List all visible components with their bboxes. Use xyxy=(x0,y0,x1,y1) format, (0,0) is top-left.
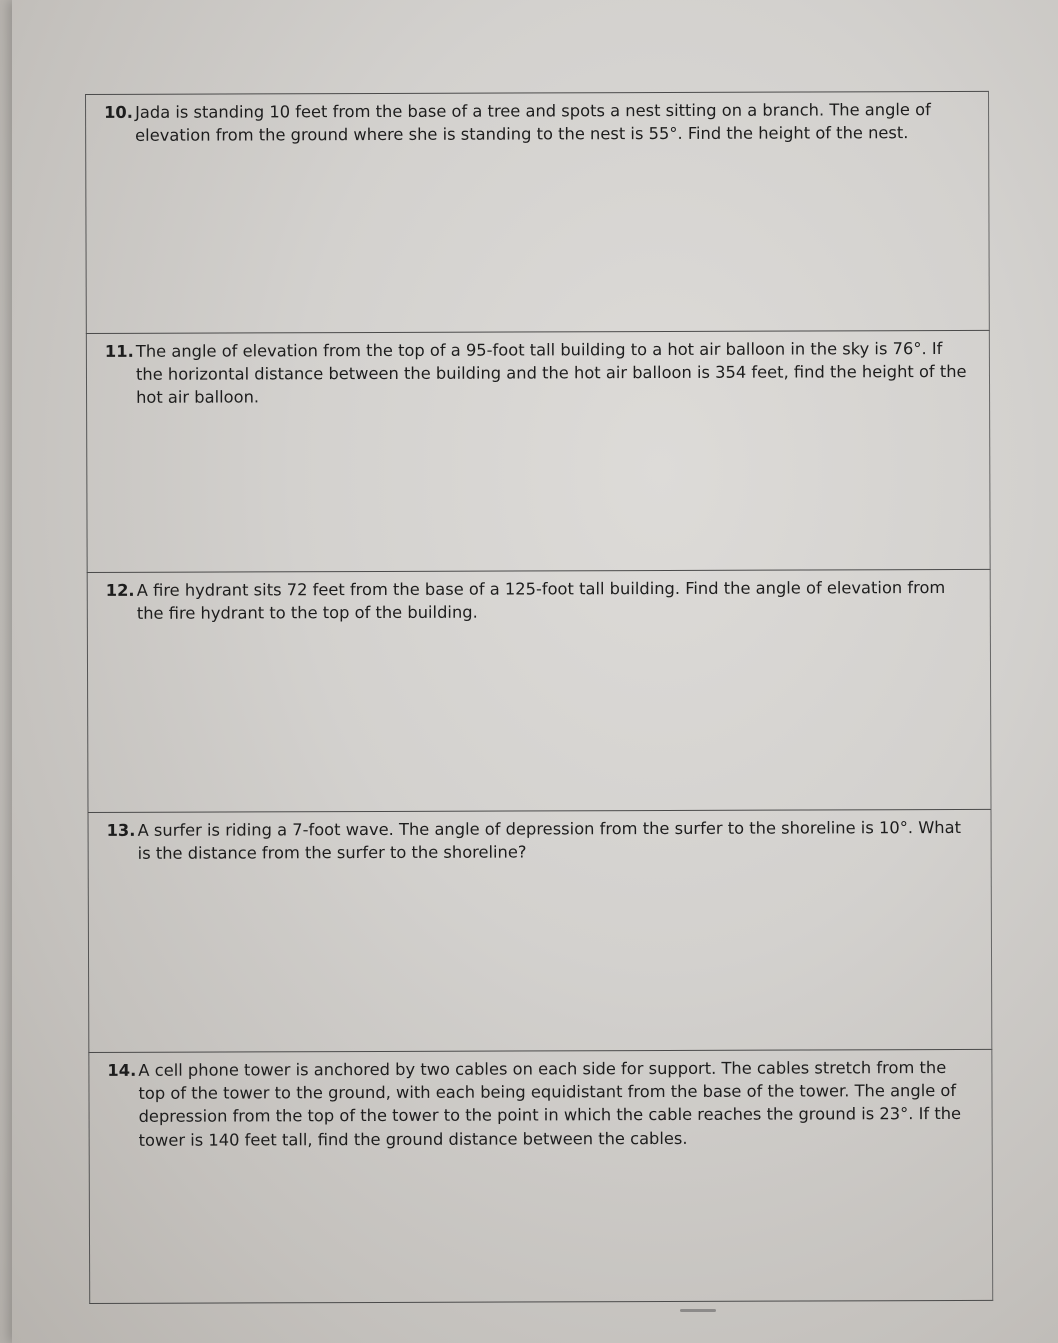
problem-11-text-block xyxy=(105,337,973,410)
problem-12-number: 12. xyxy=(105,580,135,600)
problem-10-number: 10. xyxy=(104,102,133,122)
problem-14-number: 14. xyxy=(107,1060,137,1080)
problem-10-box xyxy=(85,91,990,333)
problem-11-box xyxy=(86,330,991,572)
problem-10-text-block xyxy=(104,98,972,147)
problem-11-number: 11. xyxy=(104,341,134,361)
pencil-smudge xyxy=(680,1309,716,1312)
problem-11-text: The angle of elevation from the top of a 95-foot tall building to a hot air balloon in the sky is 76°. If the horizontal distance between the building and the hot air balloon is 354 feet, find the height of the hot air balloon. xyxy=(135,339,967,408)
problem-13-text-block xyxy=(107,816,975,865)
problem-13-number: 13. xyxy=(106,820,136,840)
problem-14-text: A cell phone tower is anchored by two cables on each side for support. The cables stretch from the top of the tower to the ground, with each being equidistant from the base of the tower. The angle of depression from the top of the tower to the point in which the cable reaches the ground is 23°. If the tower is 140 feet tall, find the ground distance between the cables. xyxy=(138,1057,962,1150)
problem-14-box xyxy=(88,1049,993,1304)
problem-13-text: A surfer is riding a 7-foot wave. The angle of depression from the surfer to the shoreline is 10°. What is the distance from the surfer to the shoreline? xyxy=(137,817,961,864)
problem-12-text: A fire hydrant sits 72 feet from the base of a 125-foot tall building. Find the angle of elevation from the fire hydrant to the top of the building. xyxy=(136,578,946,624)
problem-13-box xyxy=(88,809,993,1052)
problem-12-text-block xyxy=(106,576,974,625)
problem-10-text: Jada is standing 10 feet from the base of a tree and spots a nest sitting on a branch. The angle of elevation from the ground where she is standing to the nest is 55°. Find the height of the nest. xyxy=(135,100,931,146)
problem-12-box xyxy=(87,569,992,812)
worksheet-table xyxy=(85,91,993,1304)
problem-14-text-block xyxy=(107,1056,975,1152)
